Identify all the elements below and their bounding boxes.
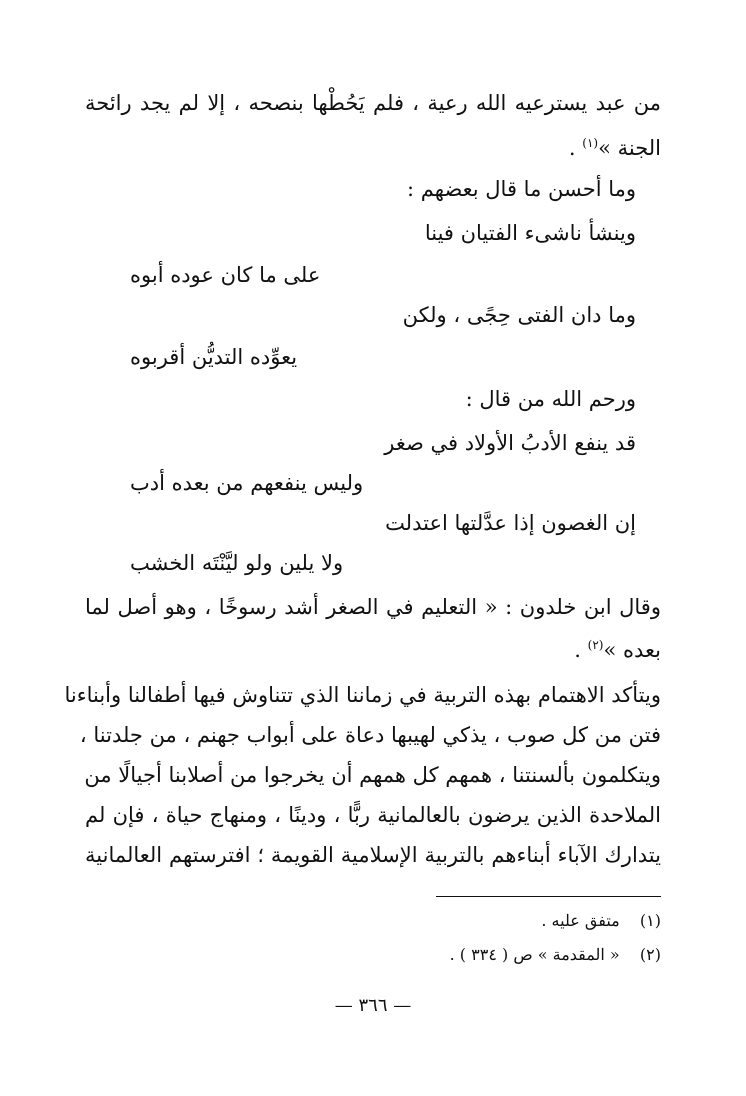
- poem2-verse2-second-hemistich: ولا يلين ولو ليَّنْتَه الخشب: [130, 551, 344, 575]
- poem1-verse2-second-hemistich: يعوِّده التديُّن أقربوه: [130, 345, 298, 369]
- paragraph1-line2-text: الجنة »: [598, 136, 661, 160]
- poem2-intro: ورحم الله من قال :: [465, 387, 636, 411]
- poem1-verse2-first-hemistich: وما دان الفتى حِجًى ، ولكن: [402, 303, 636, 327]
- poem1-verse1-second-hemistich: على ما كان عوده أبوه: [130, 263, 321, 287]
- footnote-ref-2: (٢): [587, 638, 604, 652]
- paragraph2-line4: الملاحدة الذين يرضون بالعالمانية ربًّا ، ودينًا ، ومنهاج حياة ، فإن لم: [85, 803, 661, 827]
- footnote-1-text: متفق عليه .: [541, 911, 620, 930]
- footnote-2-number: (٢): [639, 945, 661, 964]
- paragraph1-line2-end: .: [568, 136, 583, 160]
- poem1-intro: وما أحسن ما قال بعضهم :: [407, 177, 636, 201]
- paragraph2-line3: ويتكلمون بألسنتنا ، همهم كل همهم أن يخرجوا من أصلابنا أجيالًا من: [84, 763, 661, 787]
- quote-line2-text: بعده »: [603, 638, 661, 662]
- quote-line1: وقال ابن خلدون : « التعليم في الصغر أشد رسوخًا ، وهو أصل لما: [85, 595, 661, 619]
- poem1-verse1-first-hemistich: وينشأ ناشىء الفتيان فينا: [424, 221, 636, 245]
- paragraph2-line2: فتن من كل صوب ، يذكي لهيبها دعاة على أبواب جهنم ، من جلدتنا ،: [79, 723, 661, 747]
- footnote-1: [541, 910, 661, 932]
- footnote-ref-1: (١): [582, 136, 599, 150]
- paragraph2-line5: يتدارك الآباء أبناءهم بالتربية الإسلامية القويمة ؛ افترستهم العالمانية: [85, 843, 661, 867]
- quote-line2-end: .: [574, 638, 588, 662]
- paragraph1-line2: [569, 128, 661, 163]
- poem2-verse1-second-hemistich: وليس ينفعهم من بعده أدب: [130, 471, 364, 495]
- footnote-2-text: « المقدمة » ص ( ٣٣٤ ) .: [449, 945, 620, 964]
- poem2-verse1-first-hemistich: قد ينفع الأدبُ الأولاد في صغر: [384, 431, 636, 455]
- footnote-separator: [436, 896, 661, 897]
- quote-line2: [574, 630, 661, 665]
- footnote-1-number: (١): [639, 911, 661, 930]
- page-number: — ٣٦٦ —: [334, 995, 412, 1016]
- footnote-2: [450, 944, 661, 966]
- paragraph2-line1: ويتأكد الاهتمام بهذه التربية في زماننا الذي تتناوش فيها أطفالنا وأبناءنا: [64, 683, 661, 707]
- poem2-verse2-first-hemistich: إن الغصون إذا عدَّلتها اعتدلت: [385, 511, 636, 535]
- paragraph1-line1: من عبد يسترعيه الله رعية ، فلم يَحُطْها بنصحه ، إلا لم يجد رائحة: [85, 91, 661, 115]
